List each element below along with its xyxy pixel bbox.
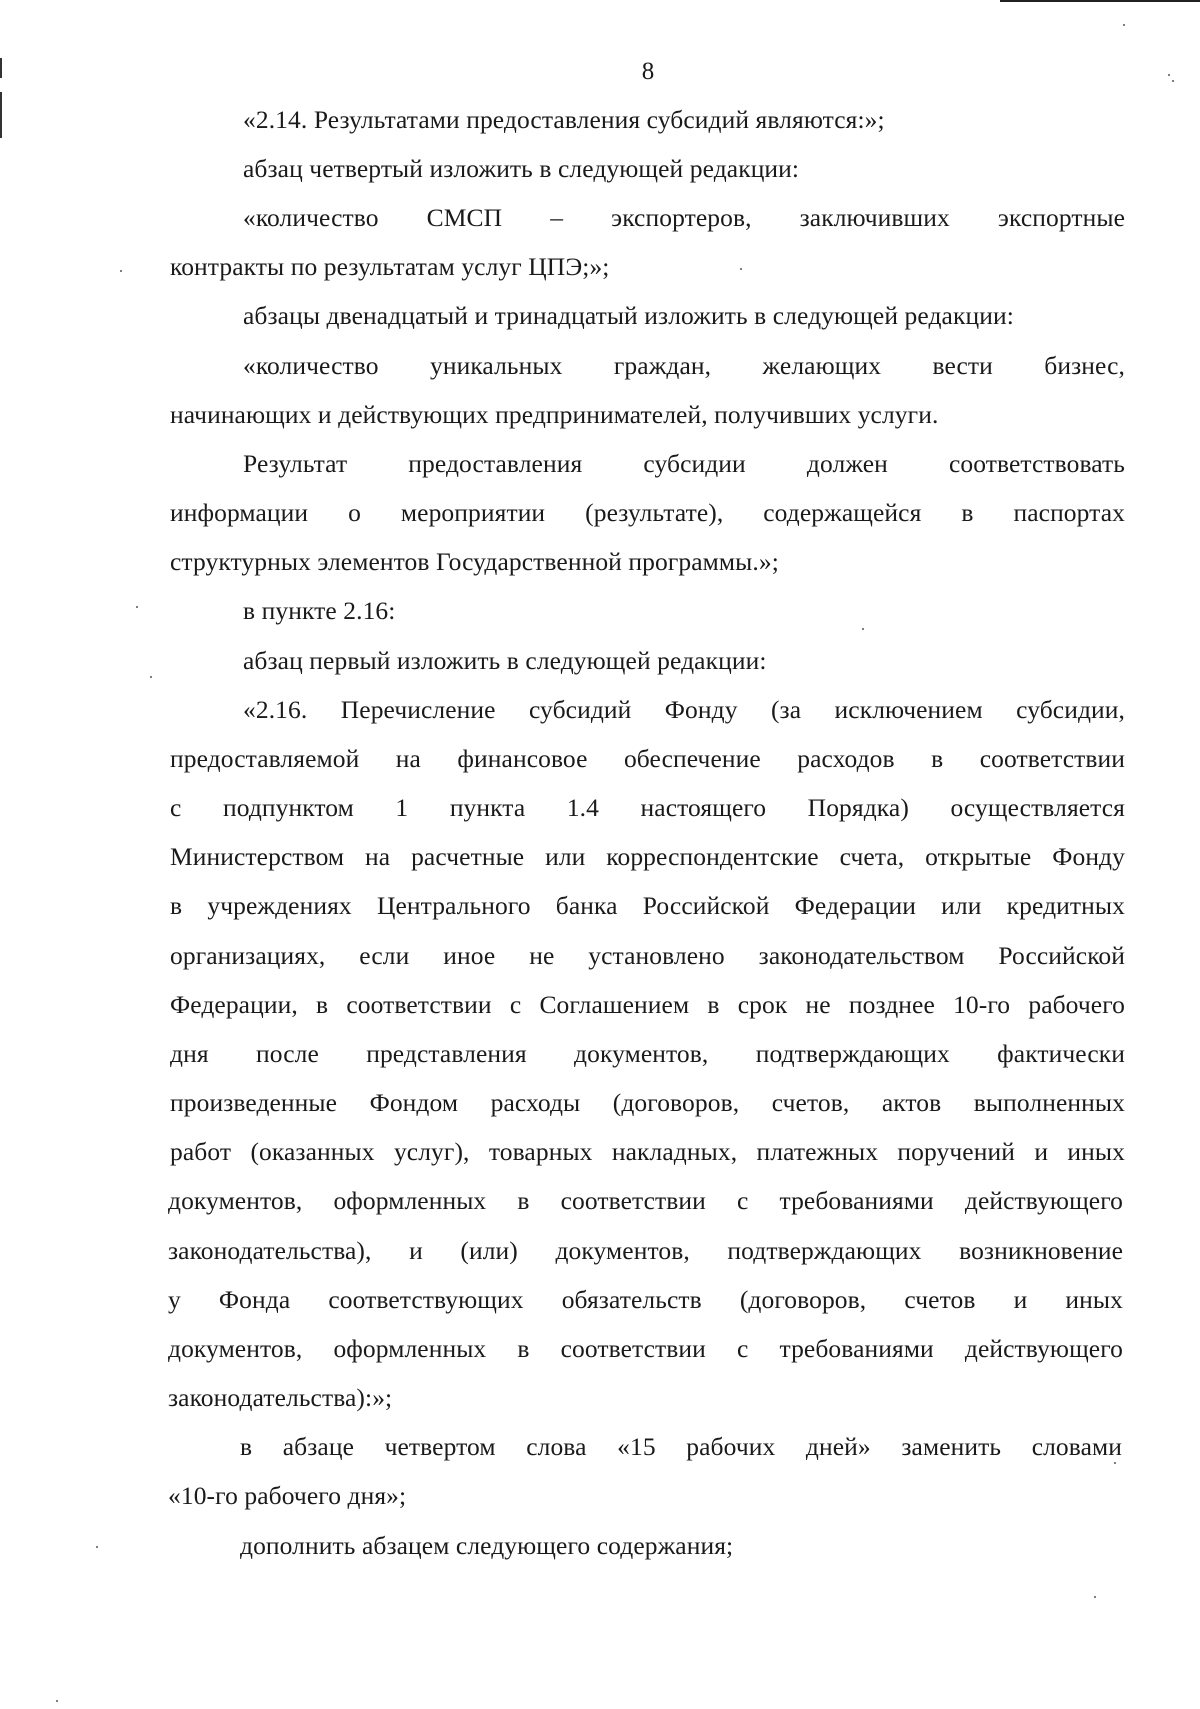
text-line: Федерации, в соответствии с Соглашением в срок не позднее 10-го рабочего [170, 992, 1125, 1019]
text-line: в абзаце четвертом слова «15 рабочих дней» заменить словами [240, 1434, 1122, 1461]
text-line: контракты по результатам услуг ЦПЭ;»; [170, 252, 610, 281]
text-line: документов, оформленных в соответствии с требованиями действующего [168, 1188, 1123, 1215]
scan-speck [1114, 1462, 1116, 1464]
scan-speck [1168, 74, 1170, 76]
scan-speck [136, 606, 138, 608]
text-line: у Фонда соответствующих обязательств (договоров, счетов и иных [168, 1287, 1123, 1314]
text-line: организациях, если иное не установлено законодательством Российской [170, 943, 1125, 970]
text-line: законодательства):»; [168, 1383, 393, 1412]
text-line: «10-го рабочего дня»; [168, 1481, 407, 1510]
text-line: в учреждениях Центрального банка Российской Федерации или кредитных [170, 893, 1125, 920]
scan-speck [1172, 80, 1174, 82]
text-line: «2.14. Результатами предоставления субсидий являются:»; [243, 105, 885, 134]
text-line: Министерством на расчетные или корреспондентские счета, открытые Фонду [170, 844, 1125, 871]
scan-speck [120, 270, 122, 272]
text-line: структурных элементов Государственной программы.»; [170, 547, 779, 576]
text-line: работ (оказанных услуг), товарных накладных, платежных поручений и иных [170, 1139, 1125, 1166]
text-line: «2.16. Перечисление субсидий Фонду (за исключением субсидии, [243, 697, 1125, 724]
text-line: абзац первый изложить в следующей редакции: [243, 646, 767, 675]
text-line: произведенные Фондом расходы (договоров, счетов, актов выполненных [170, 1090, 1125, 1117]
text-line: дня после представления документов, подтверждающих фактически [170, 1041, 1125, 1068]
scan-speck [56, 1700, 58, 1702]
page-number: 8 [641, 58, 655, 85]
scan-left-edge-mark [0, 92, 2, 138]
text-line: «количество уникальных граждан, желающих вести бизнес, [243, 353, 1125, 380]
text-line: законодательства), и (или) документов, подтверждающих возникновение [168, 1238, 1123, 1265]
text-line: Результат предоставления субсидии должен соответствовать [243, 451, 1125, 478]
scan-speck [96, 1546, 98, 1548]
text-line: абзацы двенадцатый и тринадцатый изложить в следующей редакции: [243, 301, 1014, 330]
scan-speck [862, 628, 864, 630]
scan-top-edge [1000, 0, 1200, 2]
scan-speck [740, 268, 742, 270]
scan-speck [150, 676, 152, 678]
scan-speck [1094, 1596, 1096, 1598]
text-line: «количество СМСП – экспортеров, заключивших экспортные [243, 205, 1125, 232]
scan-speck [1123, 24, 1125, 26]
text-line: документов, оформленных в соответствии с требованиями действующего [168, 1336, 1123, 1363]
text-line: в пункте 2.16: [243, 596, 396, 625]
text-line: предоставляемой на финансовое обеспечение расходов в соответствии [170, 746, 1125, 773]
text-line: с подпунктом 1 пункта 1.4 настоящего Порядка) осуществляется [170, 795, 1125, 822]
text-line: начинающих и действующих предпринимателей, получивших услуги. [170, 400, 939, 429]
text-line: дополнить абзацем следующего содержания; [240, 1531, 734, 1560]
text-line: информации о мероприятии (результате), содержащейся в паспортах [170, 500, 1125, 527]
text-line: абзац четвертый изложить в следующей редакции: [243, 154, 800, 183]
